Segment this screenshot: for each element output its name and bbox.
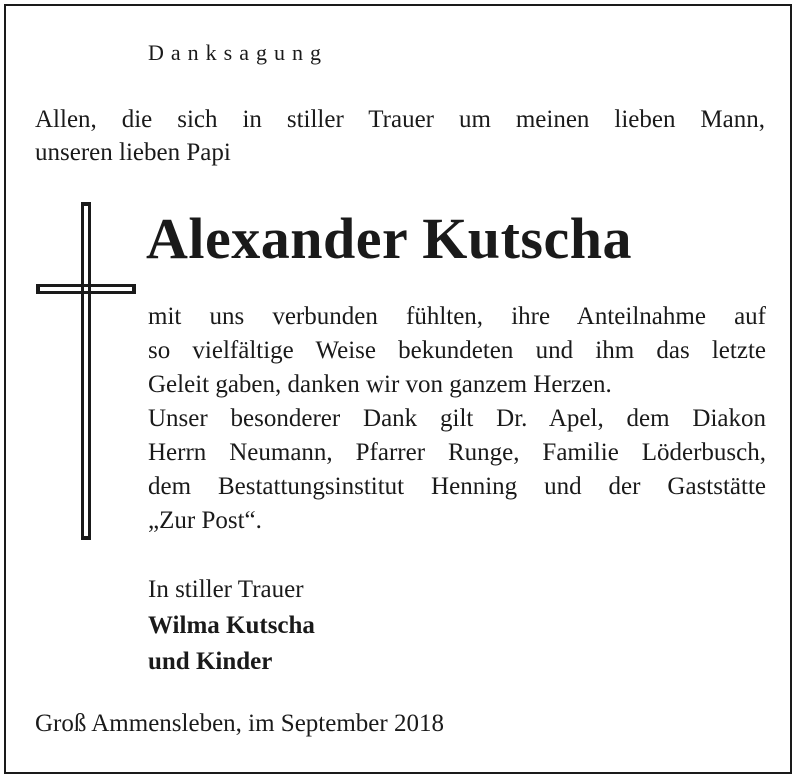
body-line: mit uns verbunden fühlten, ihre Anteilnahme auf <box>148 303 766 330</box>
deceased-name: Alexander Kutscha <box>146 206 632 271</box>
body-line: Unser besonderer Dank gilt Dr. Apel, dem Diakon <box>148 405 766 432</box>
notice-heading: Danksagung <box>148 40 328 65</box>
intro-line-2: unseren lieben Papi <box>35 139 231 166</box>
intro-line-1: Allen, die sich in stiller Trauer um meinen lieben Mann, <box>35 106 765 133</box>
signoff-family: und Kinder <box>148 648 273 675</box>
signoff <box>148 572 315 680</box>
body-line: so vielfältige Weise bekundeten und ihm das letzte <box>148 337 766 364</box>
place-date: Groß Ammensleben, im September 2018 <box>35 710 444 737</box>
body-line: Herrn Neumann, Pfarrer Runge, Familie Löderbusch, <box>148 439 766 466</box>
intro-text <box>35 103 765 169</box>
signoff-intro: In stiller Trauer <box>148 576 304 603</box>
body-text <box>148 300 766 538</box>
signoff-name: Wilma Kutscha <box>148 612 315 639</box>
cross-icon <box>36 202 136 540</box>
body-line: „Zur Post“. <box>148 507 262 534</box>
body-line: dem Bestattungsinstitut Henning und der Gaststätte <box>148 473 766 500</box>
body-line: Geleit gaben, danken wir von ganzem Herzen. <box>148 371 612 398</box>
